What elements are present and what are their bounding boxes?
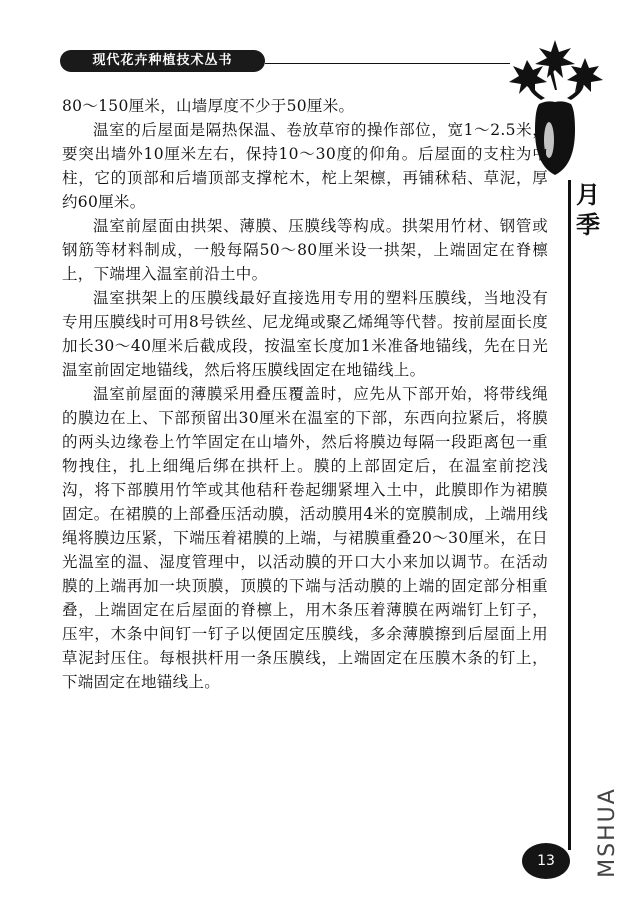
paragraph-5: 温室前屋面的薄膜采用叠压覆盖时，应先从下部开始，将带线绳的膜边在上、下部预留出30厘米在温室的下部，东西向拉紧后，将膜的两头边缘卷上竹竿固定在山墙外，然后将膜边每隔一段距离包一重物拽住，扎上细绳后绑在拱杆上。膜的上部固定后，在温室前挖浅沟，将下部膜用竹竿或其他秸秆卷起绷紧埋入土中，此膜即作为裙膜固定。在裙膜的上部叠压活动膜，活动膜用4米的宽膜制成，上端用线绳将膜边压紧，下端压着裙膜的上端，与裙膜重叠20～30厘米，在日光温室的温、湿度管理中，以活动膜的开口大小来加以调节。在活动膜的上端再加一块顶膜，顶膜的下端与活动膜的上端的固定部分相重叠，上端固定在后屋面的脊檩上，用木条压着薄膜在两端钉上钉子，压牢，木条中间钉一钉子以便固定压膜线，多余薄膜擦到后屋面上用草泥封压住。每根拱杆用一条压膜线，上端固定在压膜木条的钉上，下端固定在地锚线上。 [62,385,548,691]
paragraph-2: 温室的后屋面是隔热保温、卷放草帘的操作部位，宽1～2.5米，要突出墙外10厘米左右，保持10～30度的仰角。后屋面的支柱为中柱，它的顶部和后墙顶部支撑柁木，柁上架檩，再铺秫秸、草泥，厚约60厘米。 [62,121,548,211]
side-rule [568,180,571,850]
series-title-banner [60,50,265,72]
paragraph-4: 温室拱架上的压膜线最好直接选用专用的塑料压膜线，当地没有专用压膜线时可用8号铁丝、尼龙绳或聚乙烯绳等代替。按前屋面长度加长30～40厘米后截成段，按温室长度加1米准备地锚线，先在日光温室前固定地锚线，然后将压膜线固定在地锚线上。 [62,289,548,379]
paragraph-3: 温室前屋面由拱架、薄膜、压膜线等构成。拱架用竹材、钢管或钢筋等材料制成，一般每隔50～80厘米设一拱架，上端固定在脊檩上，下端埋入温室前沿土中。 [62,217,548,283]
watermark-text: MSHUA [594,787,620,878]
paragraph-1: 80～150厘米，山墙厚度不少于50厘米。 [62,97,355,115]
page-number: 13 [522,843,570,879]
chapter-tab-label: 月季 [576,180,600,239]
body-text [62,94,548,694]
series-title: 现代花卉种植技术丛书 [92,53,233,68]
watermark [577,780,637,885]
header-rule [265,63,510,64]
